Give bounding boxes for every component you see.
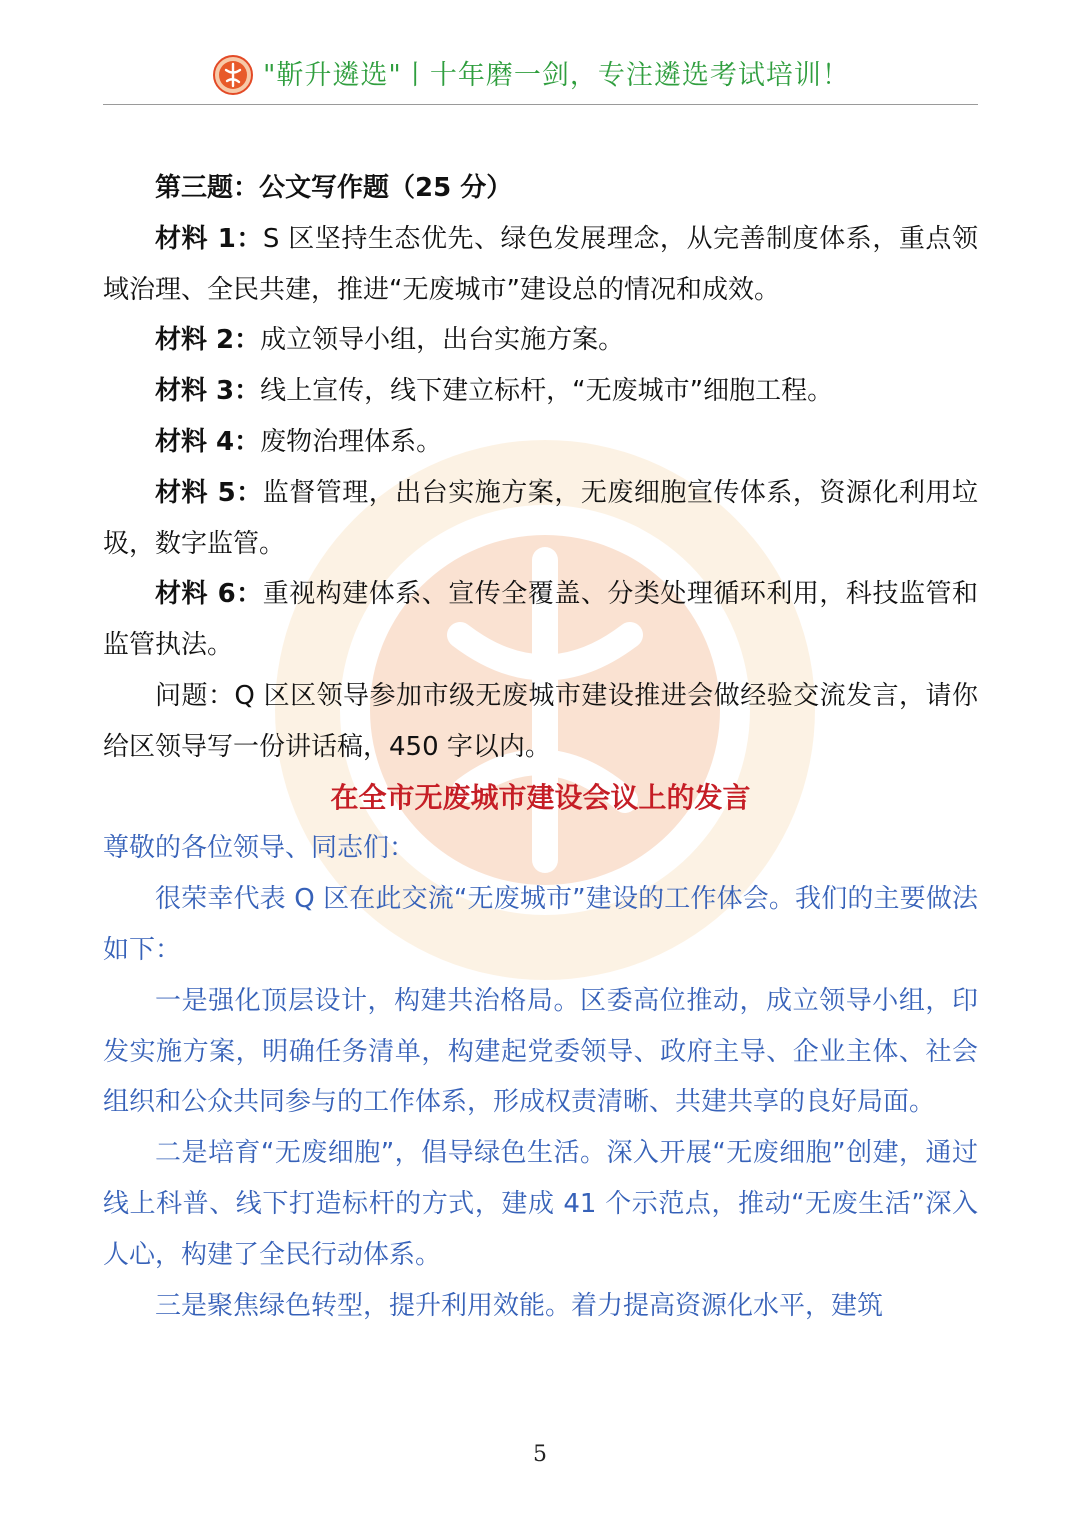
speech-paragraph: 三是聚焦绿色转型，提升利用效能。着力提高资源化水平，建筑: [155, 1290, 884, 1321]
material-label: 材料 1：: [155, 223, 263, 254]
page-content: [103, 163, 978, 1331]
material-text: 监督管理，出台实施方案，无废细胞宣传体系，资源化利用垃圾，数字监管。: [103, 477, 978, 559]
material-text: 重视构建体系、宣传全覆盖、分类处理循环利用，科技监管和监管执法。: [103, 579, 978, 661]
speech-salutation: 尊敬的各位领导、同志们：: [103, 833, 416, 864]
material-text: 成立领导小组，出台实施方案。: [260, 325, 625, 356]
material-text: 废物治理体系。: [260, 426, 443, 457]
material-4: [103, 417, 978, 468]
speech-paragraph: 很荣幸代表 Q 区在此交流“无废城市”建设的工作体会。我们的主要做法如下：: [103, 884, 978, 965]
material-text: 线上宣传，线下建立标杆，“无废城市”细胞工程。: [260, 376, 834, 407]
material-5: [103, 468, 978, 570]
material-1: [103, 214, 978, 316]
speech-paragraph: 一是强化顶层设计，构建共治格局。区委高位推动，成立领导小组，印发实施方案，明确任务清单，构建起党委领导、政府主导、企业主体、社会组织和公众共同参与的工作体系，形成权责清晰、共建共享的良好局面。: [103, 985, 978, 1118]
material-2: [103, 315, 978, 366]
material-label: 材料 4：: [155, 426, 261, 457]
speech-title: 在全市无废城市建设会议上的发言: [330, 780, 751, 814]
question-title: 第三题：公文写作题（25 分）: [155, 173, 513, 203]
material-label: 材料 5：: [155, 477, 263, 508]
material-label: 材料 6：: [155, 579, 263, 610]
speech-paragraph: 二是培育“无废细胞”，倡导绿色生活。深入开展“无废细胞”创建，通过线上科普、线下打造标杆的方式，建成 41 个示范点，推动“无废生活”深入人心，构建了全民行动体系。: [103, 1138, 978, 1270]
school-logo-icon: [213, 55, 253, 95]
material-3: [103, 366, 978, 417]
material-text: S 区坚持生态优先、绿色发展理念，从完善制度体系，重点领域治理、全民共建，推进“无废城市”建设总的情况和成效。: [103, 223, 978, 305]
question-prompt: 问题：Q 区区领导参加市级无废城市建设推进会做经验交流发言，请你给区领导写一份讲话稿，450 字以内。: [103, 680, 978, 762]
material-6: [103, 569, 978, 671]
material-label: 材料 2：: [155, 325, 261, 356]
material-label: 材料 3：: [155, 376, 261, 407]
header-slogan: "靳升遴选"丨十年磨一剑，专注遴选考试培训！: [263, 60, 850, 91]
page-header: [103, 52, 978, 105]
page-number: 5: [533, 1442, 547, 1467]
